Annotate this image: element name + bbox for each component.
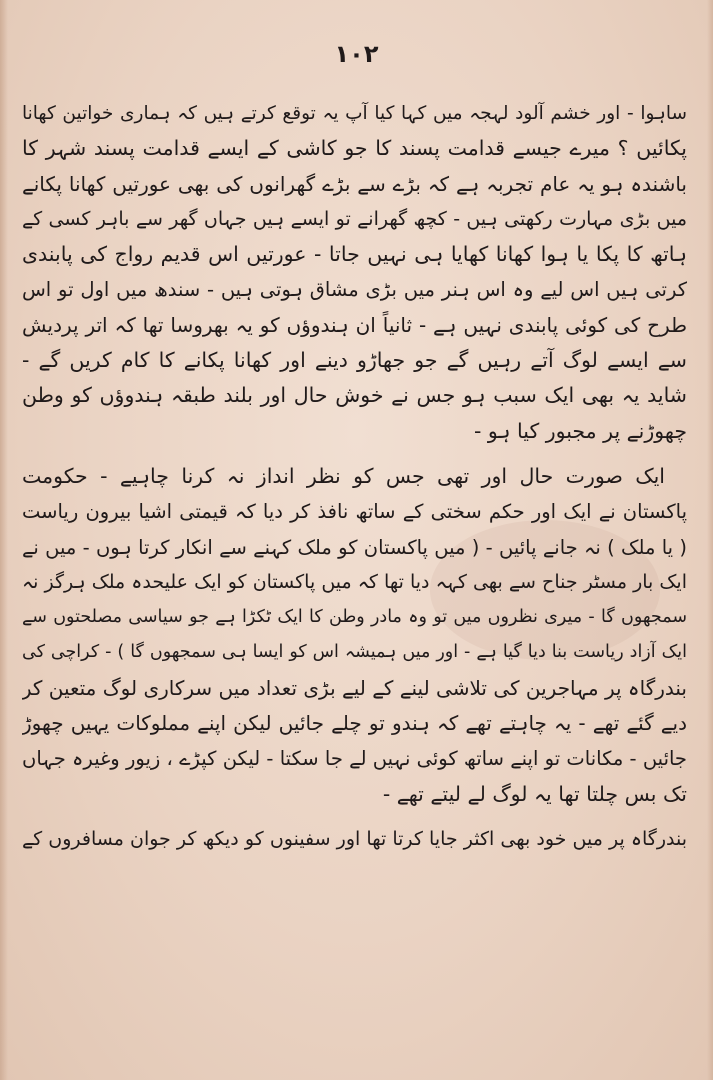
- paragraph-2: [22, 459, 687, 812]
- text-line: تک بس چلتا تھا یہ لوگ لے لیتے تھے -: [382, 781, 687, 806]
- text-line: ایک صورت حال اور تھی جس کو نظر انداز نہ کرنا چاہیے - حکومت: [22, 463, 665, 488]
- text-line: سمجھوں گا - میری نظروں میں تو وہ مادر وطن کا ایک ٹکڑا ہے جو سیاسی مصلحتوں سے: [22, 607, 687, 628]
- text-line: ( یا ملک ) نہ جانے پائیں - ( میں پاکستان کو ملک کہنے سے انکار کرتا ہوں - میں نے: [22, 535, 687, 559]
- text-line: پکائیں ؟ میرے جیسے قدامت پسند کا جو کاشی کے ایسے قدامت پسند شہر کا: [22, 136, 687, 161]
- text-line: ایک بار مسٹر جناح سے بھی کہہ دیا تھا کہ میں پاکستان کو ایک علیحدہ ملک ہرگز نہ: [22, 570, 687, 593]
- paragraph-3: [22, 822, 687, 857]
- text-line: بندرگاہ پر مہاجرین کی تلاشی لینے کے لیے بڑی تعداد میں سرکاری لوگ متعین کر: [22, 675, 687, 700]
- text-line: شاید یہ بھی ایک سبب ہو جس نے خوش حال اور بلند طبقہ ہندوؤں کو وطن: [22, 383, 687, 408]
- text-line: دیے گئے تھے - یہ چاہتے تھے کہ ہندو تو چلے جائیں لیکن اپنے مملوکات یہیں چھوڑ: [22, 711, 687, 736]
- text-line: میں بڑی مہارت رکھتی ہیں - کچھ گھرانے تو ایسے ہیں جہاں گھر سے باہر کسی کے: [22, 207, 687, 230]
- text-line: جائیں - مکانات تو اپنے ساتھ کوئی نہیں لے جا سکتا - لیکن کپڑے ، زیور وغیرہ جہاں: [22, 747, 687, 771]
- text-line: طرح کی کوئی پابندی نہیں ہے - ثانیاً ان ہندوؤں کو یہ بھروسا تھا کہ اتر پردیش: [22, 312, 687, 337]
- body-text: [22, 96, 687, 857]
- text-line: سے ایسے لوگ آتے رہیں گے جو جھاڑو دینے اور کھانا پکانے کا کام کریں گے -: [22, 348, 687, 373]
- text-line: باشندہ ہو یہ عام تجربہ ہے کہ بڑے سے بڑے گھرانوں کی بھی عورتیں کھانا پکانے: [22, 171, 687, 196]
- paragraph-1: [22, 96, 687, 449]
- text-line: ہاتھ کا پکا یا ہوا کھانا کھایا ہی نہیں جاتا - عورتیں اس قدیم رواج کی پابندی: [22, 242, 687, 267]
- text-line: ایک آزاد ریاست بنا دیا گیا ہے - اور میں ہمیشہ اس کو ایسا ہی سمجھوں گا ) - کراچی کی: [22, 642, 687, 663]
- page-edge-shadow-right: [707, 0, 713, 1080]
- page-edge-shadow-left: [0, 0, 8, 1080]
- text-line: بندرگاہ پر میں خود بھی اکثر جایا کرتا تھا اور سفینوں کو دیکھ کر جوان مسافروں کے: [22, 827, 687, 850]
- text-line: ساہوا - اور خشم آلود لہجہ میں کہا کیا آپ یہ توقع کرتے ہیں کہ ہماری خواتین کھانا: [22, 103, 687, 124]
- page-number: ۱۰۲: [334, 40, 379, 68]
- text-line: پاکستان نے ایک اور حکم سختی کے ساتھ نافذ کر دیا کہ قیمتی اشیا بیرون ریاست: [22, 500, 687, 524]
- text-line: چھوڑنے پر مجبور کیا ہو -: [473, 418, 687, 443]
- text-line: کرتی ہیں اس لیے وہ اس ہنر میں بڑی مشاق ہوتی ہیں - سندھ میں اول تو اس: [22, 278, 687, 302]
